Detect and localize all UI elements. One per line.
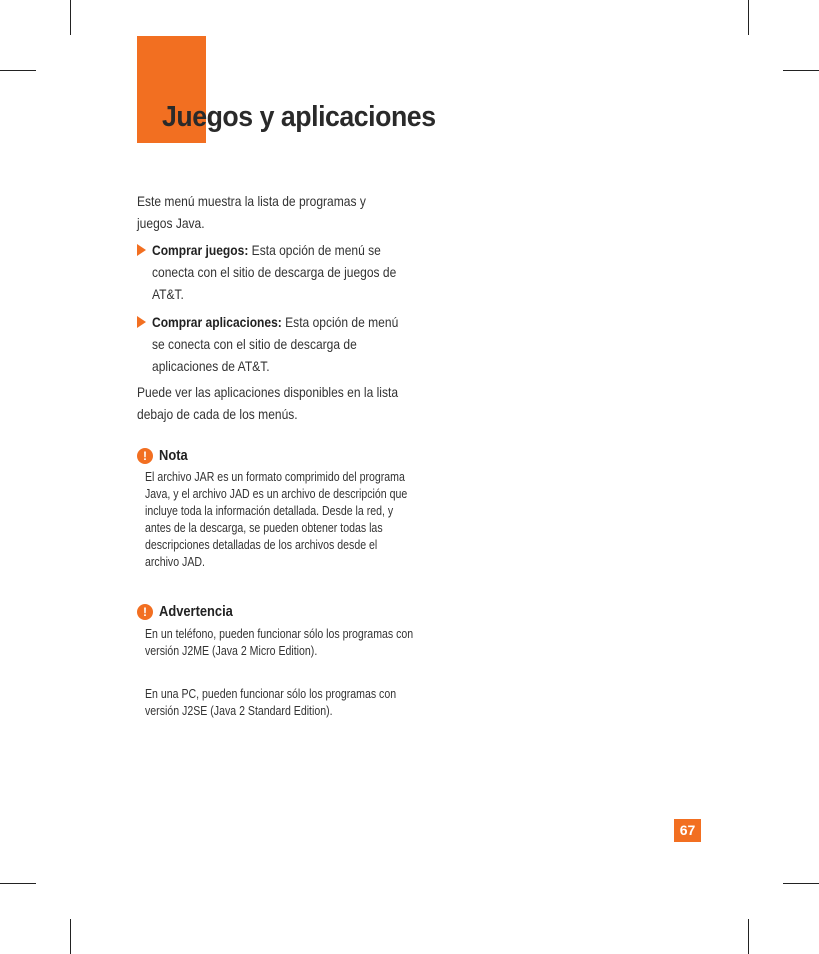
bullet-arrow-icon <box>137 244 146 256</box>
paragraph-block <box>137 381 412 425</box>
warning-header <box>137 603 245 620</box>
crop-mark <box>748 919 749 954</box>
exclamation-icon: ! <box>137 604 153 620</box>
note-header <box>137 447 192 464</box>
page-number: 67 <box>674 819 701 842</box>
warning-text: En un teléfono, pueden funcionar sólo los programas con versión J2ME (Java 2 Micro Edition). <box>145 627 414 658</box>
intro-block <box>137 190 412 234</box>
warning-text: En una PC, pueden funcionar sólo los programas con versión J2SE (Java 2 Standard Edition). <box>145 687 397 718</box>
crop-mark <box>70 919 71 954</box>
bullet-item <box>137 311 412 377</box>
crop-mark <box>748 0 749 35</box>
bullet-label: Comprar aplicaciones: <box>152 314 282 330</box>
intro-text: Este menú muestra la lista de programas y juegos Java. <box>137 193 366 231</box>
warning-title: Advertencia <box>159 603 233 620</box>
bullet-text: Esta opción de menú se conecta con el sitio de descarga de juegos de AT&T. <box>152 242 397 302</box>
exclamation-icon: ! <box>137 448 153 464</box>
bullet-label: Comprar juegos: <box>152 242 249 258</box>
bullet-arrow-icon <box>137 316 146 328</box>
note-title: Nota <box>159 447 188 464</box>
bullet-item <box>137 239 412 305</box>
crop-mark <box>70 0 71 35</box>
bullet-text: Esta opción de menú se conecta con el sitio de descarga de aplicaciones de AT&T. <box>152 314 399 374</box>
note-text: El archivo JAR es un formato comprimido del programa Java, y el archivo JAD es un archivo de descripción que incluye toda la información detallada. Desde la red, y antes de la descarga, se pueden obtener todas las descripciones detalladas de los archivos desde el archivo JAD. <box>145 470 408 569</box>
crop-mark <box>0 70 36 71</box>
crop-mark <box>783 883 819 884</box>
crop-mark <box>0 883 36 884</box>
page-title: Juegos y aplicaciones <box>162 101 436 133</box>
paragraph-text: Puede ver las aplicaciones disponibles en la lista debajo de cada de los menús. <box>137 384 399 422</box>
crop-mark <box>783 70 819 71</box>
